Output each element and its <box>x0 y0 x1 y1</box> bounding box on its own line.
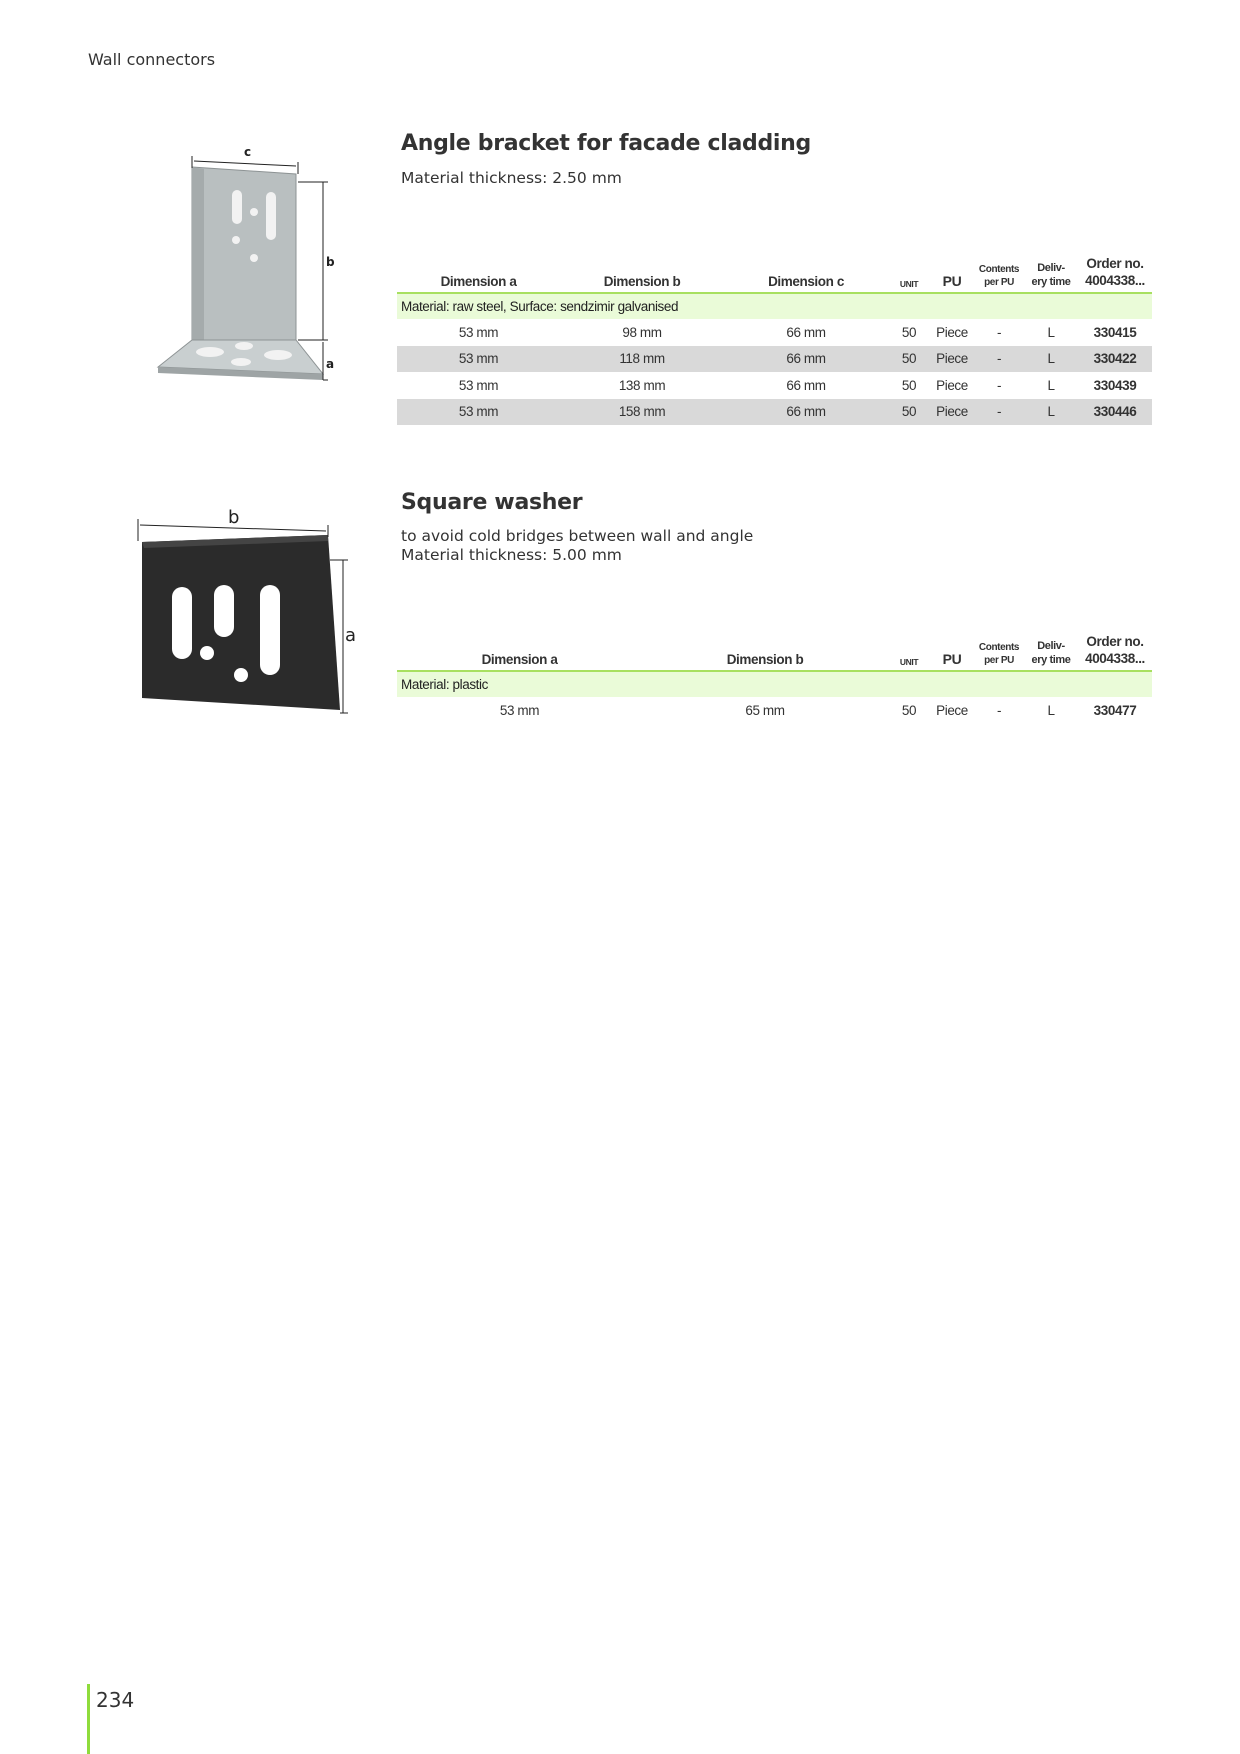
table-row <box>397 372 1152 399</box>
cell-delivery: L <box>1024 399 1078 426</box>
header-pu: PU <box>930 633 974 671</box>
header-order-no <box>1078 255 1152 293</box>
product-description <box>401 169 622 188</box>
dimension-b-label: b <box>326 255 335 269</box>
square-washer-image <box>130 505 370 720</box>
cell-order-no: 330415 <box>1093 324 1137 340</box>
cell-dimension-c: 66 mm <box>786 324 826 340</box>
dimension-b-label: b <box>228 507 240 528</box>
cell-delivery: L <box>1047 702 1055 718</box>
description-line: to avoid cold bridges between wall and angle <box>401 527 754 545</box>
cell-dimension-a: 53 mm <box>499 702 540 718</box>
header-delivery-line1: Deliv- <box>1037 640 1065 652</box>
dimension-c-label: c <box>244 145 252 159</box>
header-order-line1: Order no. <box>1086 634 1144 649</box>
header-delivery <box>1024 255 1078 293</box>
header-delivery-line2: ery time <box>1031 276 1071 288</box>
section-title: Wall connectors <box>88 50 216 69</box>
header-dimension-a: Dimension a <box>397 633 642 671</box>
angle-bracket-image <box>148 142 348 392</box>
cell-dimension-b: 98 mm <box>622 324 662 340</box>
header-order-line1: Order no. <box>1086 256 1144 271</box>
header-pu: PU <box>930 255 974 293</box>
cell-unit: 50 <box>901 702 917 718</box>
cell-dimension-b: 65 mm <box>745 702 785 718</box>
description-line: Material thickness: 2.50 mm <box>401 169 622 187</box>
cell-dimension-b: 138 mm <box>618 377 666 393</box>
header-delivery <box>1024 633 1078 671</box>
cell-pu: Piece <box>936 702 968 718</box>
cell-contents: - <box>996 377 1002 393</box>
cell-dimension-b: 118 mm <box>560 346 724 373</box>
cell-pu: Piece <box>930 399 974 426</box>
cell-unit: 50 <box>888 346 930 373</box>
table-row <box>397 697 1152 724</box>
header-delivery-line2: ery time <box>1031 654 1071 666</box>
header-contents-line2: per PU <box>984 277 1014 288</box>
header-dimension-b: Dimension b <box>642 633 888 671</box>
cell-order-no: 330422 <box>1078 346 1152 373</box>
material-row <box>397 293 1152 319</box>
cell-contents: - <box>996 324 1002 340</box>
header-contents <box>974 633 1024 671</box>
cell-unit: 50 <box>888 399 930 426</box>
header-contents-line2: per PU <box>984 655 1014 666</box>
cell-dimension-b: 158 mm <box>560 399 724 426</box>
header-order-line2: 4004338... <box>1085 273 1145 288</box>
page-accent-bar <box>87 1684 90 1754</box>
table-row <box>397 399 1152 426</box>
header-contents <box>974 255 1024 293</box>
cell-pu: Piece <box>936 377 968 393</box>
cell-dimension-c: 66 mm <box>786 377 826 393</box>
spec-table-angle-bracket <box>397 255 1152 425</box>
cell-order-no: 330439 <box>1093 377 1137 393</box>
header-dimension-c: Dimension c <box>724 255 888 293</box>
cell-contents: - <box>974 346 1024 373</box>
cell-pu: Piece <box>930 346 974 373</box>
cell-pu: Piece <box>936 324 968 340</box>
material-text: Material: raw steel, Surface: sendzimir galvanised <box>397 293 1152 319</box>
cell-unit: 50 <box>901 324 917 340</box>
cell-dimension-c: 66 mm <box>724 399 888 426</box>
header-contents-line1: Contents <box>978 642 1020 653</box>
header-delivery-line1: Deliv- <box>1037 262 1065 274</box>
header-order-line2: 4004338... <box>1085 651 1145 666</box>
cell-delivery: L <box>1047 324 1055 340</box>
cell-dimension-c: 66 mm <box>724 346 888 373</box>
table-row <box>397 319 1152 346</box>
product-description <box>401 527 753 565</box>
cell-dimension-a: 53 mm <box>458 324 499 340</box>
cell-contents: - <box>996 702 1002 718</box>
material-text: Material: plastic <box>397 671 1152 697</box>
product-title: Angle bracket for facade cladding <box>401 131 811 156</box>
dimension-a-label: a <box>326 357 335 371</box>
header-unit: UNIT <box>888 255 930 293</box>
cell-dimension-a: 53 mm <box>458 377 499 393</box>
header-contents-line1: Contents <box>978 264 1020 275</box>
header-dimension-a: Dimension a <box>397 255 560 293</box>
table-header-row <box>397 633 1152 671</box>
header-unit: UNIT <box>888 633 930 671</box>
header-order-no <box>1078 633 1152 671</box>
cell-order-no: 330477 <box>1093 702 1137 718</box>
table-row <box>397 346 1152 373</box>
cell-dimension-a: 53 mm <box>397 399 560 426</box>
description-line: Material thickness: 5.00 mm <box>401 546 622 564</box>
table-header-row <box>397 255 1152 293</box>
spec-table-square-washer <box>397 633 1152 724</box>
dimension-a-label: a <box>345 625 357 646</box>
cell-contents: - <box>974 399 1024 426</box>
product-title: Square washer <box>401 490 583 515</box>
cell-delivery: L <box>1024 346 1078 373</box>
cell-unit: 50 <box>901 377 917 393</box>
page-number: 234 <box>96 1688 135 1712</box>
header-dimension-b: Dimension b <box>560 255 724 293</box>
cell-order-no: 330446 <box>1078 399 1152 426</box>
cell-delivery: L <box>1047 377 1055 393</box>
cell-dimension-a: 53 mm <box>397 346 560 373</box>
material-row <box>397 671 1152 697</box>
